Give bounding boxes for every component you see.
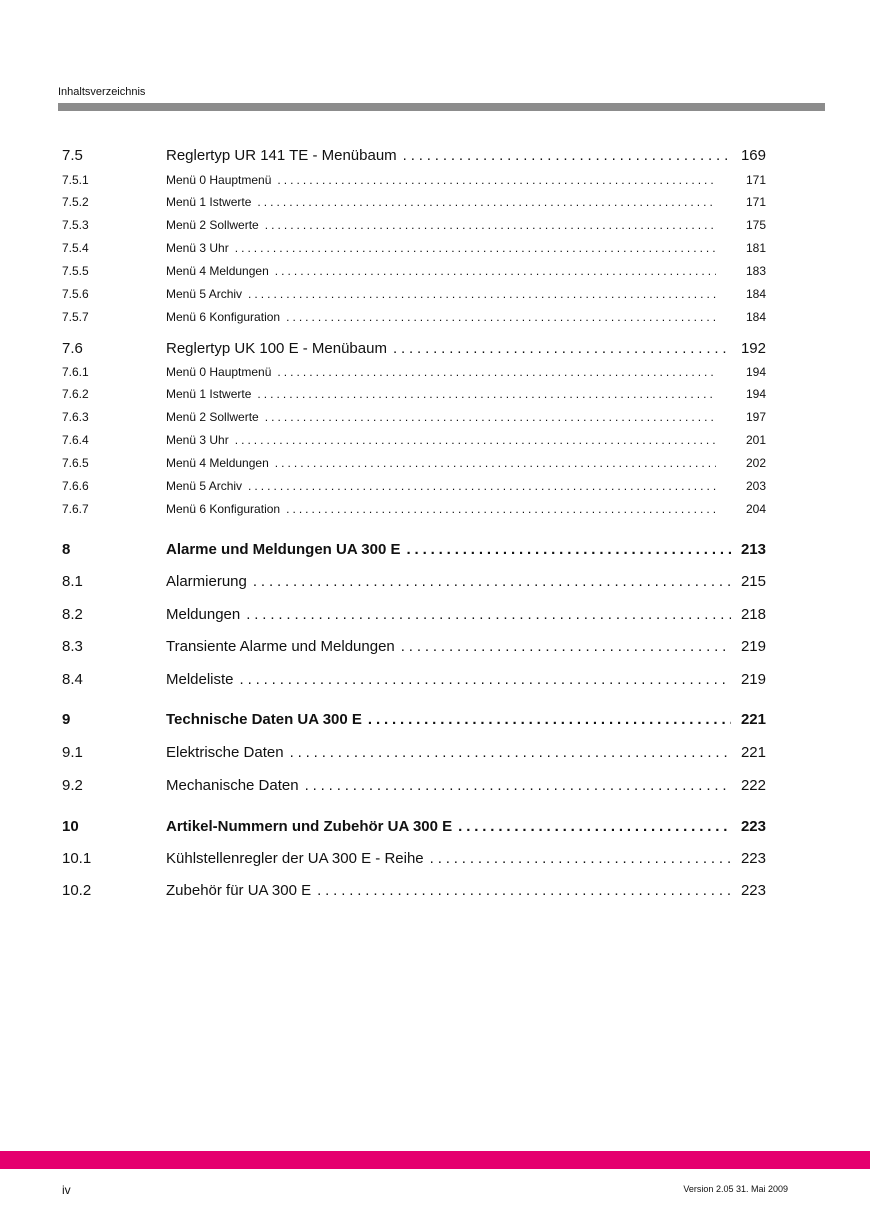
- toc-entry[interactable]: [62, 410, 766, 424]
- toc-entry-page: 223: [740, 882, 766, 899]
- toc-entry-title: Meldungen: [166, 606, 241, 623]
- toc-entry-page: 192: [740, 340, 766, 357]
- toc-entry-page: 194: [745, 387, 766, 401]
- toc-entry-number: 10: [62, 818, 79, 835]
- toc-entry[interactable]: [62, 310, 766, 324]
- toc-entry-number: 7.6.7: [62, 502, 89, 516]
- toc-entry-number: 7.5.3: [62, 218, 89, 232]
- toc-entry-title: Transiente Alarme und Meldungen: [166, 638, 395, 655]
- version-date: Version 2.05 31. Mai 2009: [683, 1184, 788, 1194]
- toc-entry-title: Reglertyp UK 100 E - Menübaum: [166, 340, 387, 357]
- dot-leader: [275, 264, 716, 278]
- toc-entry-title: Menü 0 Hauptmenü: [166, 173, 272, 187]
- toc-entry[interactable]: [62, 479, 766, 493]
- toc-entry-number: 7.6.1: [62, 365, 89, 379]
- toc-entry-page: 181: [745, 241, 766, 255]
- toc-entry-title: Menü 5 Archiv: [166, 479, 243, 493]
- toc-entry-page: 202: [745, 456, 766, 470]
- toc-entry[interactable]: [62, 387, 766, 401]
- toc-entry-page: 183: [745, 264, 766, 278]
- toc-entry-page: 197: [745, 410, 766, 424]
- toc-entry-title: Alarmierung: [166, 573, 247, 590]
- toc-entry[interactable]: [62, 433, 766, 447]
- toc-entry-title: Elektrische Daten: [166, 744, 284, 761]
- dot-leader: [257, 195, 716, 209]
- toc-entry[interactable]: [62, 882, 766, 899]
- toc-entry-title: Menü 0 Hauptmenü: [166, 365, 272, 379]
- toc-entry-title: Menü 6 Konfiguration: [166, 502, 281, 516]
- toc-entry-title: Menü 3 Uhr: [166, 433, 229, 447]
- dot-leader: [248, 479, 716, 493]
- dot-leader: [430, 850, 731, 867]
- dot-leader: [235, 241, 716, 255]
- toc-entry-number: 7.5.7: [62, 310, 89, 324]
- toc-entry-number: 9.1: [62, 744, 83, 761]
- toc-entry[interactable]: [62, 818, 766, 835]
- toc-entry[interactable]: [62, 147, 766, 164]
- toc-entry[interactable]: [62, 264, 766, 278]
- footer-accent-bar: [0, 1151, 870, 1169]
- toc-entry-number: 9: [62, 711, 71, 728]
- toc-entry-number: 7.5.1: [62, 173, 89, 187]
- toc-entry-page: 184: [745, 287, 766, 301]
- toc-entry-title: Menü 4 Meldungen: [166, 456, 269, 470]
- page-number: iv: [62, 1183, 71, 1197]
- toc-entry[interactable]: [62, 711, 766, 728]
- toc-entry-number: 7.5.5: [62, 264, 89, 278]
- toc-entry-title: Menü 1 Istwerte: [166, 387, 252, 401]
- toc-entry-page: 223: [740, 818, 766, 835]
- toc-entry-page: 194: [745, 365, 766, 379]
- toc-entry-page: 171: [745, 195, 766, 209]
- dot-leader: [248, 287, 716, 301]
- toc-entry-number: 7.6.2: [62, 387, 89, 401]
- toc-entry-page: 218: [740, 606, 766, 623]
- dot-leader: [401, 638, 731, 655]
- toc-entry[interactable]: [62, 573, 766, 590]
- toc-entry-number: 7.6.3: [62, 410, 89, 424]
- running-header: Inhaltsverzeichnis: [58, 86, 146, 98]
- toc-entry[interactable]: [62, 850, 766, 867]
- dot-leader: [317, 882, 731, 899]
- toc-entry-page: 175: [745, 218, 766, 232]
- toc-entry-page: 221: [740, 711, 766, 728]
- toc-entry[interactable]: [62, 195, 766, 209]
- toc-entry-title: Technische Daten UA 300 E: [166, 711, 362, 728]
- toc-entry-number: 9.2: [62, 777, 83, 794]
- header-divider-bar: [58, 103, 825, 111]
- toc-entry-page: 184: [745, 310, 766, 324]
- toc-entry-number: 7.6: [62, 340, 83, 357]
- toc-entry[interactable]: [62, 340, 766, 357]
- toc-entry[interactable]: [62, 671, 766, 688]
- dot-leader: [277, 365, 716, 379]
- toc-entry-number: 10.2: [62, 882, 92, 899]
- toc-entry-number: 8.1: [62, 573, 83, 590]
- dot-leader: [240, 671, 731, 688]
- toc-entry-page: 215: [740, 573, 766, 590]
- toc-entry-title: Menü 1 Istwerte: [166, 195, 252, 209]
- toc-entry-page: 203: [745, 479, 766, 493]
- dot-leader: [277, 173, 716, 187]
- toc-entry-page: 204: [745, 502, 766, 516]
- toc-entry-title: Menü 6 Konfiguration: [166, 310, 281, 324]
- dot-leader: [305, 777, 731, 794]
- toc-entry-title: Kühlstellenregler der UA 300 E - Reihe: [166, 850, 424, 867]
- toc-entry-title: Zubehör für UA 300 E: [166, 882, 312, 899]
- dot-leader: [458, 818, 731, 835]
- toc-entry-number: 7.5.6: [62, 287, 89, 301]
- dot-leader: [246, 606, 731, 623]
- toc-entry-number: 7.5.4: [62, 241, 89, 255]
- toc-entry-page: 169: [740, 147, 766, 164]
- dot-leader: [368, 711, 731, 728]
- toc-entry-number: 8.2: [62, 606, 83, 623]
- toc-entry-page: 219: [740, 671, 766, 688]
- dot-leader: [393, 340, 731, 357]
- toc-entry-title: Menü 3 Uhr: [166, 241, 229, 255]
- toc-entry-number: 7.5.2: [62, 195, 89, 209]
- toc-entry-title: Menü 5 Archiv: [166, 287, 243, 301]
- toc-entry-title: Reglertyp UR 141 TE - Menübaum: [166, 147, 397, 164]
- toc-entry-title: Menü 2 Sollwerte: [166, 410, 259, 424]
- toc-entry-number: 8.4: [62, 671, 83, 688]
- dot-leader: [286, 310, 716, 324]
- toc-entry-page: 201: [745, 433, 766, 447]
- dot-leader: [257, 387, 716, 401]
- toc-entry-number: 8.3: [62, 638, 83, 655]
- dot-leader: [275, 456, 716, 470]
- toc-entry[interactable]: [62, 744, 766, 761]
- toc-entry-page: 219: [740, 638, 766, 655]
- toc-entry-page: 213: [740, 541, 766, 558]
- toc-entry[interactable]: [62, 777, 766, 794]
- dot-leader: [290, 744, 731, 761]
- toc-entry[interactable]: [62, 456, 766, 470]
- toc-entry[interactable]: [62, 287, 766, 301]
- toc-entry-page: 222: [740, 777, 766, 794]
- toc-entry-number: 7.6.4: [62, 433, 89, 447]
- toc-entry-title: Menü 2 Sollwerte: [166, 218, 259, 232]
- toc-entry[interactable]: [62, 173, 766, 187]
- toc-entry[interactable]: [62, 606, 766, 623]
- toc-entry[interactable]: [62, 541, 766, 558]
- toc-entry-title: Alarme und Meldungen UA 300 E: [166, 541, 401, 558]
- toc-entry-title: Meldeliste: [166, 671, 234, 688]
- toc-entry-title: Mechanische Daten: [166, 777, 299, 794]
- toc-entry[interactable]: [62, 241, 766, 255]
- toc-entry-number: 7.5: [62, 147, 83, 164]
- toc-entry-number: 7.6.6: [62, 479, 89, 493]
- toc-entry[interactable]: [62, 365, 766, 379]
- toc-entry-title: Menü 4 Meldungen: [166, 264, 269, 278]
- toc-entry-page: 221: [740, 744, 766, 761]
- dot-leader: [403, 147, 731, 164]
- toc-entry[interactable]: [62, 218, 766, 232]
- dot-leader: [235, 433, 716, 447]
- dot-leader: [265, 410, 716, 424]
- toc-entry-page: 223: [740, 850, 766, 867]
- toc-entry-number: 7.6.5: [62, 456, 89, 470]
- toc-entry-number: 8: [62, 541, 71, 558]
- toc-entry[interactable]: [62, 638, 766, 655]
- toc-entry[interactable]: [62, 502, 766, 516]
- toc-entry-page: 171: [745, 173, 766, 187]
- dot-leader: [286, 502, 716, 516]
- dot-leader: [265, 218, 716, 232]
- dot-leader: [407, 541, 731, 558]
- toc-entry-title: Artikel-Nummern und Zubehör UA 300 E: [166, 818, 453, 835]
- dot-leader: [253, 573, 731, 590]
- toc-entry-number: 10.1: [62, 850, 92, 867]
